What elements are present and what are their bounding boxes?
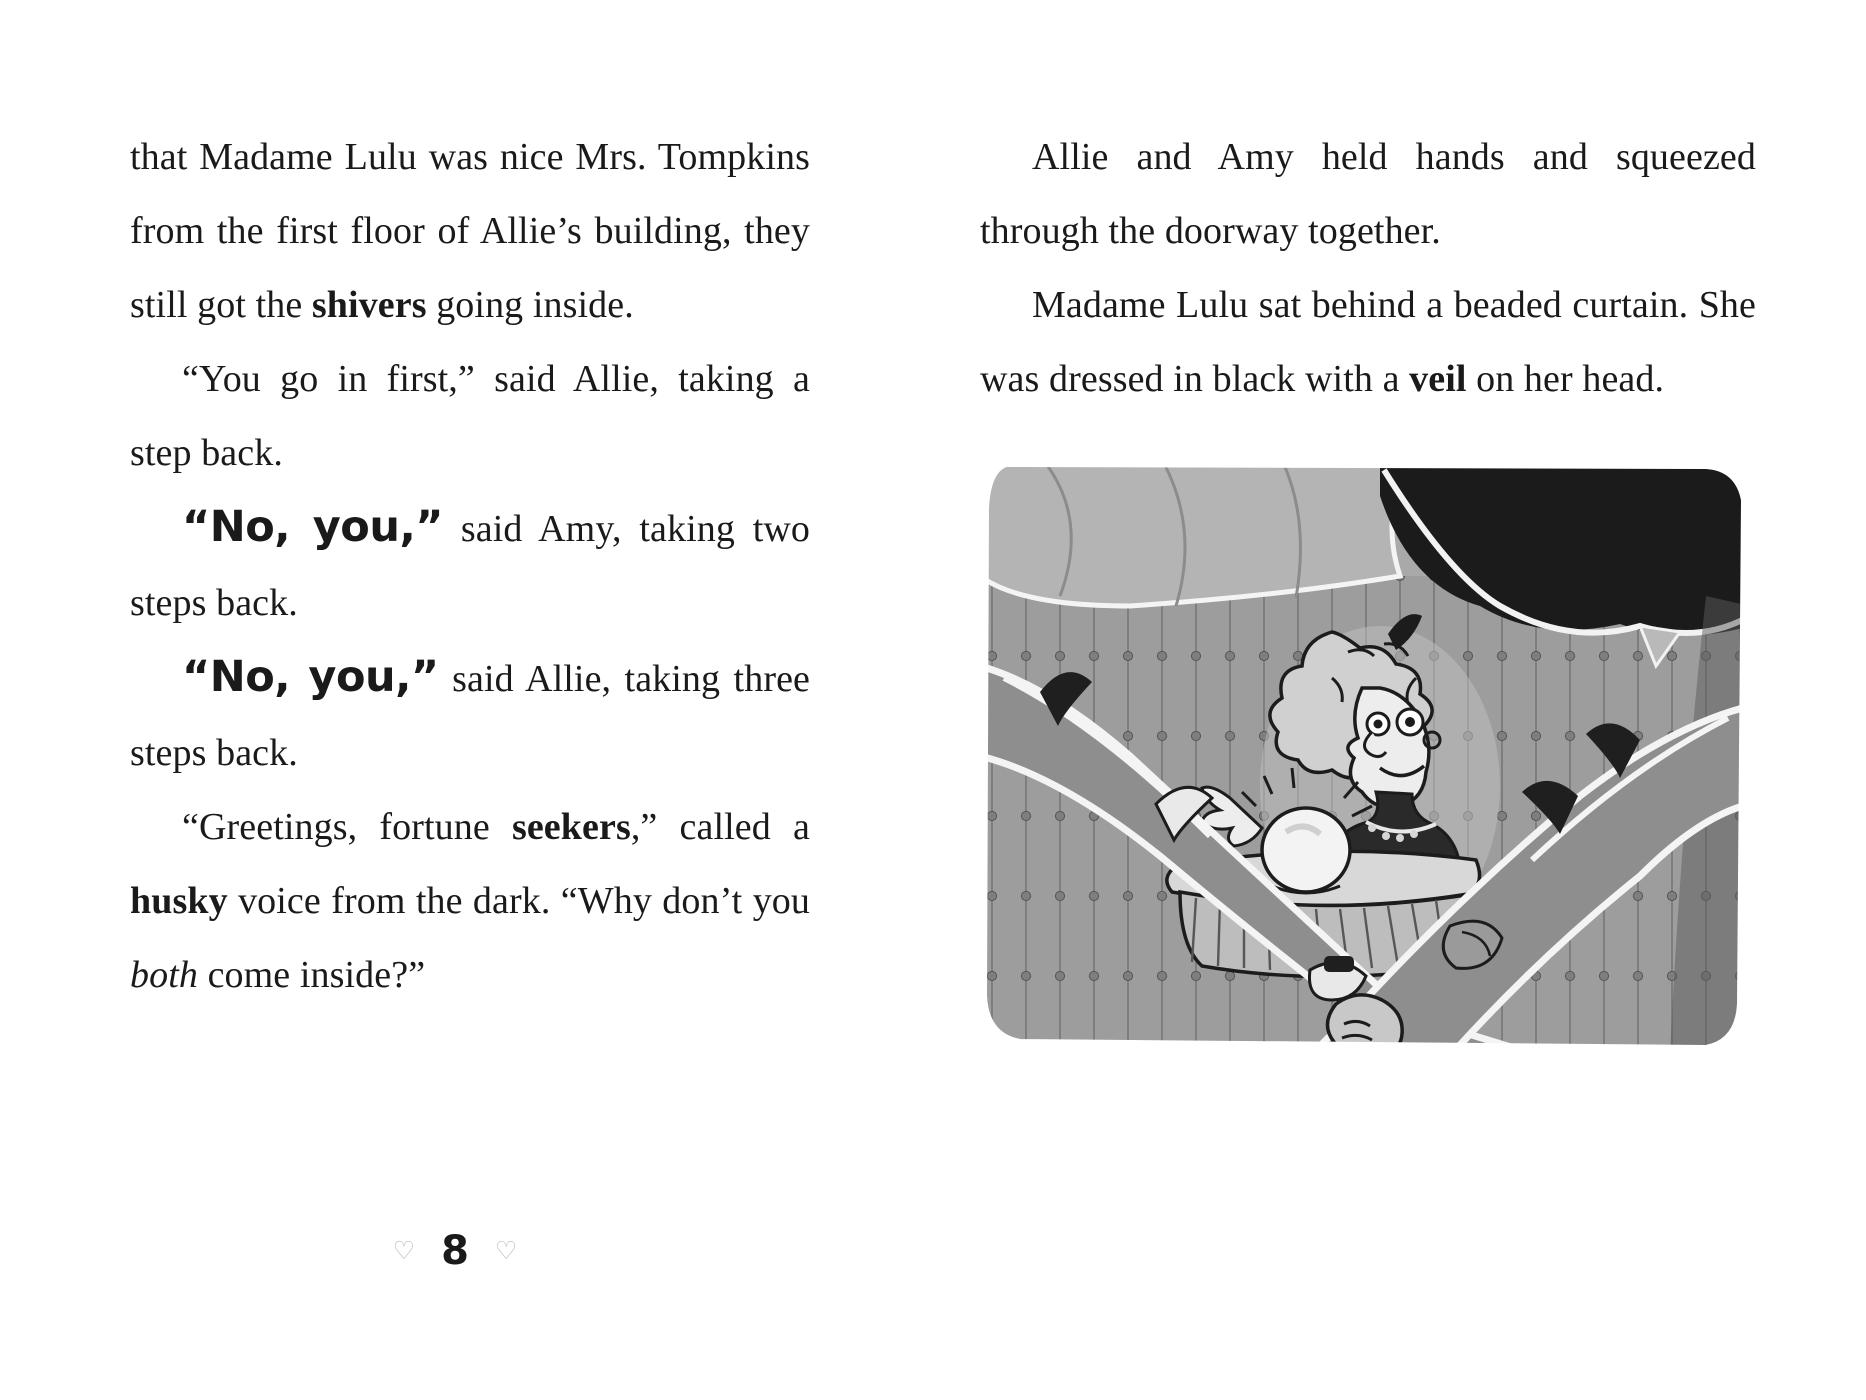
text-run: Allie and Amy held hands and squeezed through the doorway together.	[980, 136, 1756, 252]
page-number: 8	[441, 1228, 469, 1274]
text-run: come inside?”	[197, 954, 426, 996]
text-run: said Allie, taking three steps back.	[130, 658, 811, 774]
folio	[100, 1228, 810, 1274]
bold-word-husky: husky	[130, 880, 228, 922]
text-run: going inside.	[426, 284, 634, 326]
fortune-teller-illustration	[980, 456, 1770, 1056]
paragraph-6	[980, 120, 1756, 268]
paragraph-1	[130, 120, 810, 342]
paragraph-5	[130, 790, 810, 1012]
italic-word-both: both	[130, 954, 198, 996]
text-run: said Amy, taking two steps back.	[130, 508, 811, 624]
heart-icon-right: ♡	[494, 1237, 518, 1265]
text-run: ,” called a	[630, 806, 810, 848]
left-page	[100, 120, 890, 1340]
heart-icon-left: ♡	[392, 1237, 416, 1265]
text-run: on her head.	[1466, 358, 1665, 400]
text-run: voice from the dark. “Why don’t you	[227, 880, 810, 922]
text-run: “You go in first,” said Allie, taking a step back.	[130, 358, 810, 474]
text-run: that Madame Lulu was nice Mrs. Tompkins from the first floor of Allie’s building, they still got the	[130, 136, 810, 326]
paragraph-3	[130, 490, 810, 640]
text-run: Madame Lulu sat behind a beaded curtain. She was dressed in black with a	[980, 284, 1756, 400]
paragraph-7	[980, 268, 1756, 416]
paragraph-4	[130, 640, 810, 790]
bold-word-shivers: shivers	[311, 284, 427, 326]
paragraph-2	[130, 342, 810, 490]
emphasis-no-you-allie: “No, you,”	[182, 652, 439, 702]
text-run: “Greetings, fortune	[182, 806, 512, 848]
emphasis-no-you-amy: “No, you,”	[182, 502, 444, 552]
bold-word-seekers: seekers	[511, 806, 631, 848]
right-page	[890, 120, 1766, 1340]
bold-word-veil: veil	[1409, 358, 1467, 400]
